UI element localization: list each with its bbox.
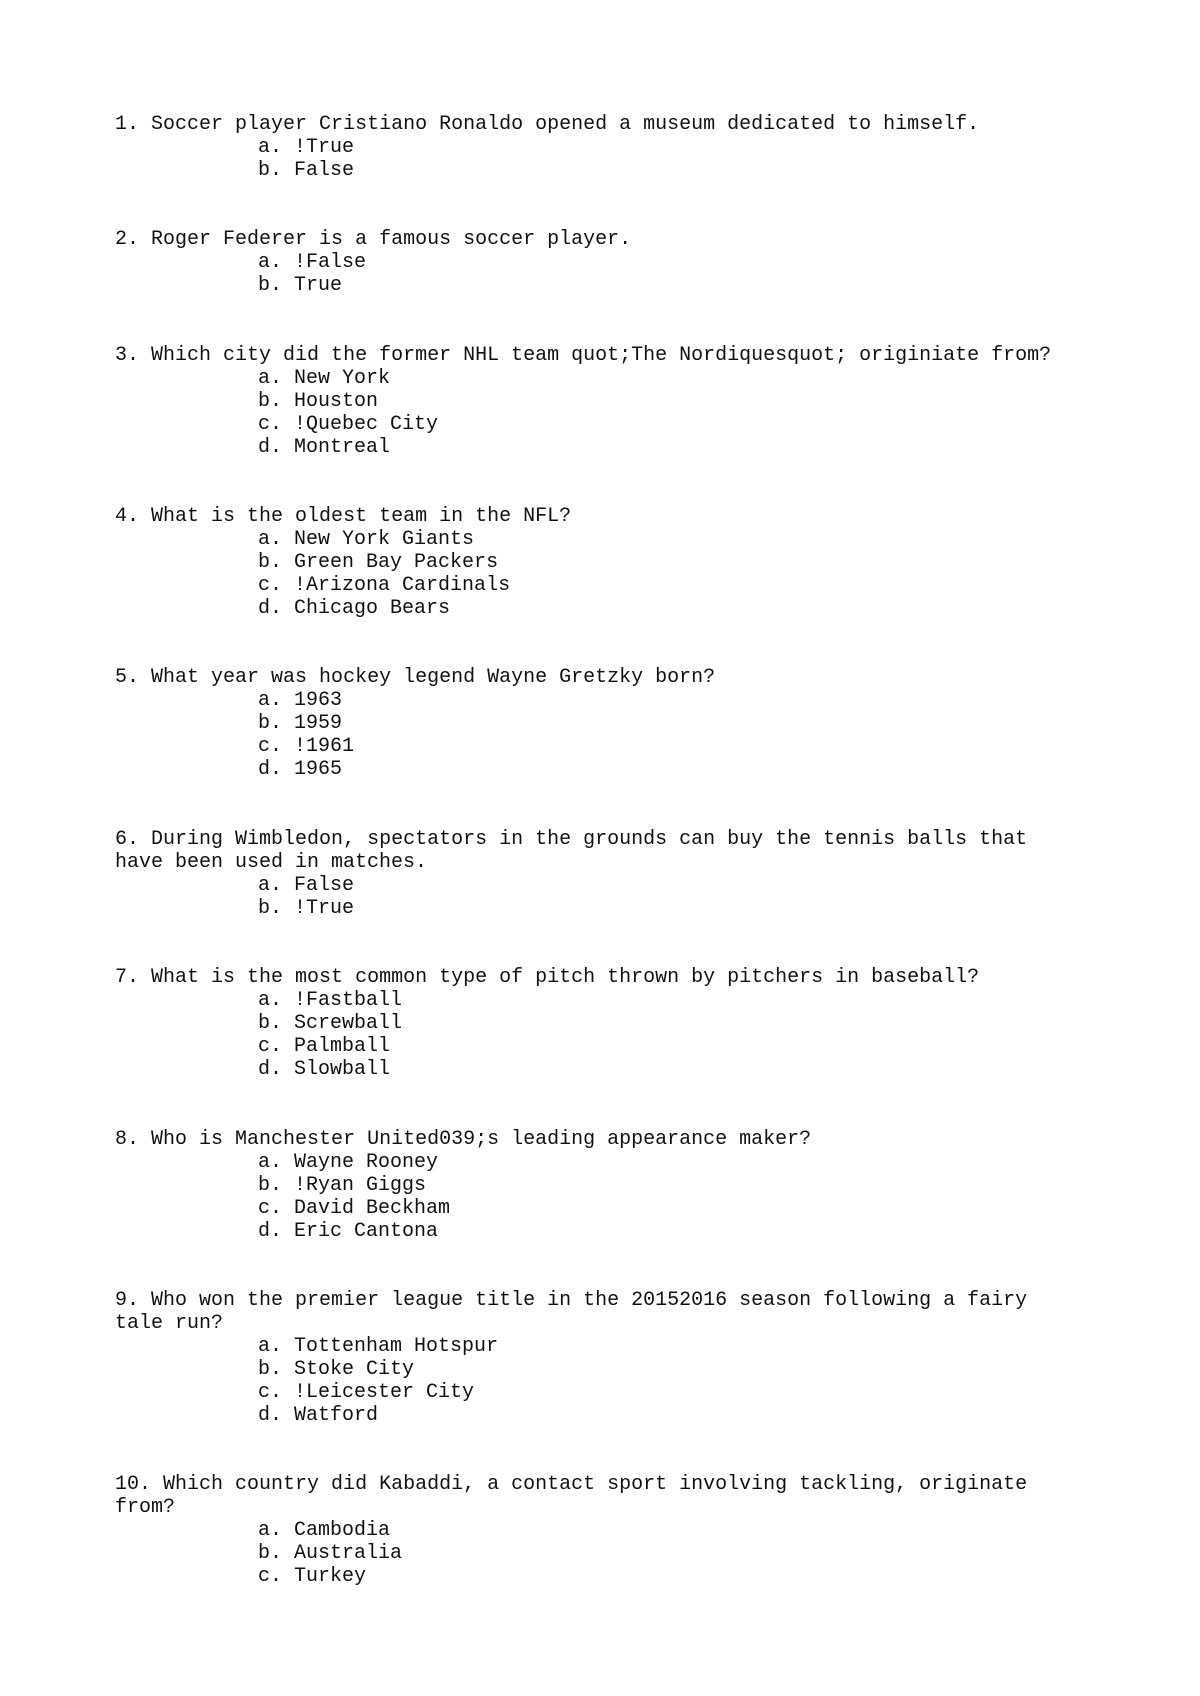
answer-option [115, 251, 1115, 274]
question-number: 8. [115, 1128, 140, 1151]
answer-options [115, 689, 1115, 781]
answer-option [115, 758, 1115, 781]
answer-option [115, 1197, 1115, 1220]
option-letter: d. [258, 597, 283, 620]
question-1 [115, 113, 1115, 182]
option-letter: c. [258, 1035, 283, 1058]
option-text: New York [294, 367, 391, 390]
option-text: !True [294, 136, 355, 159]
option-text: Watford [294, 1404, 379, 1427]
question-line: Who is Manchester United039;s leading appearance maker? [151, 1128, 812, 1151]
answer-option [115, 574, 1115, 597]
question-number: 7. [115, 966, 140, 989]
option-letter: d. [258, 1220, 283, 1243]
question-number: 6. [115, 828, 140, 851]
option-letter: b. [258, 1012, 283, 1035]
answer-option [115, 1358, 1115, 1381]
answer-option [115, 897, 1115, 920]
question-text [115, 1473, 1115, 1496]
option-text: False [294, 159, 355, 182]
option-text: !1961 [294, 735, 355, 758]
option-text: False [294, 874, 355, 897]
option-letter: c. [258, 413, 283, 436]
option-text: Montreal [294, 436, 391, 459]
option-text: 1963 [294, 689, 343, 712]
option-text: !Arizona Cardinals [294, 574, 511, 597]
answer-option [115, 1335, 1115, 1358]
answer-options [115, 1519, 1115, 1588]
answer-option [115, 1035, 1115, 1058]
question-6 [115, 828, 1115, 920]
option-letter: d. [258, 1058, 283, 1081]
answer-option [115, 1058, 1115, 1081]
question-text [115, 113, 1115, 136]
option-text: David Beckham [294, 1197, 451, 1220]
question-3 [115, 344, 1115, 459]
option-text: Chicago Bears [294, 597, 451, 620]
option-letter: b. [258, 551, 283, 574]
option-letter: c. [258, 574, 283, 597]
answer-option [115, 597, 1115, 620]
question-line: have been used in matches. [115, 851, 428, 874]
answer-options [115, 989, 1115, 1081]
option-text: !Quebec City [294, 413, 439, 436]
option-text: !Ryan Giggs [294, 1174, 427, 1197]
question-text [115, 828, 1115, 851]
option-text: !False [294, 251, 367, 274]
option-text: Australia [294, 1542, 403, 1565]
option-letter: a. [258, 1519, 283, 1542]
question-line: Which country did Kabaddi, a contact sport involving tackling, originate [163, 1473, 1028, 1496]
answer-options [115, 251, 1115, 297]
answer-option [115, 136, 1115, 159]
question-7 [115, 966, 1115, 1081]
option-text: Slowball [294, 1058, 391, 1081]
question-text [115, 666, 1115, 689]
question-line: from? [115, 1496, 176, 1519]
question-text [115, 1289, 1115, 1312]
option-letter: a. [258, 1335, 283, 1358]
question-number: 2. [115, 228, 140, 251]
question-10 [115, 1473, 1115, 1588]
question-text [115, 1496, 1115, 1519]
option-letter: c. [258, 1565, 283, 1588]
answer-option [115, 436, 1115, 459]
answer-options [115, 367, 1115, 459]
option-letter: a. [258, 874, 283, 897]
question-line: What year was hockey legend Wayne Gretzky born? [151, 666, 716, 689]
answer-options [115, 874, 1115, 920]
question-number: 1. [115, 113, 140, 136]
option-letter: a. [258, 689, 283, 712]
question-number: 10. [115, 1473, 152, 1496]
question-number: 5. [115, 666, 140, 689]
question-number: 9. [115, 1289, 140, 1312]
question-5 [115, 666, 1115, 781]
question-8 [115, 1128, 1115, 1243]
answer-options [115, 1335, 1115, 1427]
option-text: Screwball [294, 1012, 403, 1035]
question-line: tale run? [115, 1312, 224, 1335]
answer-option [115, 528, 1115, 551]
answer-option [115, 1542, 1115, 1565]
answer-option [115, 1404, 1115, 1427]
answer-option [115, 159, 1115, 182]
answer-option [115, 1174, 1115, 1197]
option-letter: a. [258, 251, 283, 274]
question-number: 4. [115, 505, 140, 528]
question-4 [115, 505, 1115, 620]
option-text: Cambodia [294, 1519, 391, 1542]
answer-option [115, 551, 1115, 574]
option-text: New York Giants [294, 528, 475, 551]
answer-options [115, 136, 1115, 182]
option-letter: b. [258, 390, 283, 413]
option-letter: b. [258, 1174, 283, 1197]
option-text: Stoke City [294, 1358, 415, 1381]
question-text [115, 966, 1115, 989]
answer-option [115, 1381, 1115, 1404]
option-text: !True [294, 897, 355, 920]
option-text: Wayne Rooney [294, 1151, 439, 1174]
option-letter: a. [258, 136, 283, 159]
option-letter: b. [258, 1542, 283, 1565]
answer-option [115, 367, 1115, 390]
answer-option [115, 1012, 1115, 1035]
option-text: 1959 [294, 712, 343, 735]
option-text: Green Bay Packers [294, 551, 499, 574]
option-letter: a. [258, 367, 283, 390]
option-letter: b. [258, 274, 283, 297]
option-letter: c. [258, 1381, 283, 1404]
answer-option [115, 1565, 1115, 1588]
question-text [115, 344, 1115, 367]
question-line: Who won the premier league title in the 20152016 season following a fairy [151, 1289, 1028, 1312]
question-text [115, 505, 1115, 528]
option-letter: b. [258, 159, 283, 182]
option-letter: b. [258, 712, 283, 735]
question-line: What is the oldest team in the NFL? [151, 505, 572, 528]
option-letter: b. [258, 1358, 283, 1381]
option-text: !Leicester City [294, 1381, 475, 1404]
answer-option [115, 712, 1115, 735]
question-9 [115, 1289, 1115, 1427]
answer-option [115, 1220, 1115, 1243]
answer-option [115, 413, 1115, 436]
option-text: True [294, 274, 343, 297]
option-text: Tottenham Hotspur [294, 1335, 499, 1358]
question-line: During Wimbledon, spectators in the grounds can buy the tennis balls that [151, 828, 1028, 851]
option-text: !Fastball [294, 989, 403, 1012]
question-text [115, 1128, 1115, 1151]
option-text: 1965 [294, 758, 343, 781]
option-letter: d. [258, 436, 283, 459]
answer-option [115, 390, 1115, 413]
question-line: Roger Federer is a famous soccer player. [151, 228, 632, 251]
question-text [115, 1312, 1115, 1335]
answer-option [115, 1151, 1115, 1174]
option-letter: d. [258, 1404, 283, 1427]
option-text: Palmball [294, 1035, 391, 1058]
answer-options [115, 528, 1115, 620]
question-text [115, 228, 1115, 251]
answer-option [115, 989, 1115, 1012]
option-letter: c. [258, 735, 283, 758]
question-number: 3. [115, 344, 140, 367]
option-text: Houston [294, 390, 379, 413]
question-line: Soccer player Cristiano Ronaldo opened a museum dedicated to himself. [151, 113, 980, 136]
option-letter: c. [258, 1197, 283, 1220]
question-2 [115, 228, 1115, 297]
question-line: What is the most common type of pitch thrown by pitchers in baseball? [151, 966, 980, 989]
option-letter: a. [258, 1151, 283, 1174]
option-letter: a. [258, 989, 283, 1012]
answer-option [115, 1519, 1115, 1542]
option-text: Eric Cantona [294, 1220, 439, 1243]
option-text: Turkey [294, 1565, 367, 1588]
answer-options [115, 1151, 1115, 1243]
option-letter: a. [258, 528, 283, 551]
option-letter: b. [258, 897, 283, 920]
option-letter: d. [258, 758, 283, 781]
answer-option [115, 274, 1115, 297]
answer-option [115, 735, 1115, 758]
answer-option [115, 689, 1115, 712]
answer-option [115, 874, 1115, 897]
question-line: Which city did the former NHL team quot;The Nordiquesquot; originiate from? [151, 344, 1052, 367]
question-text [115, 851, 1115, 874]
